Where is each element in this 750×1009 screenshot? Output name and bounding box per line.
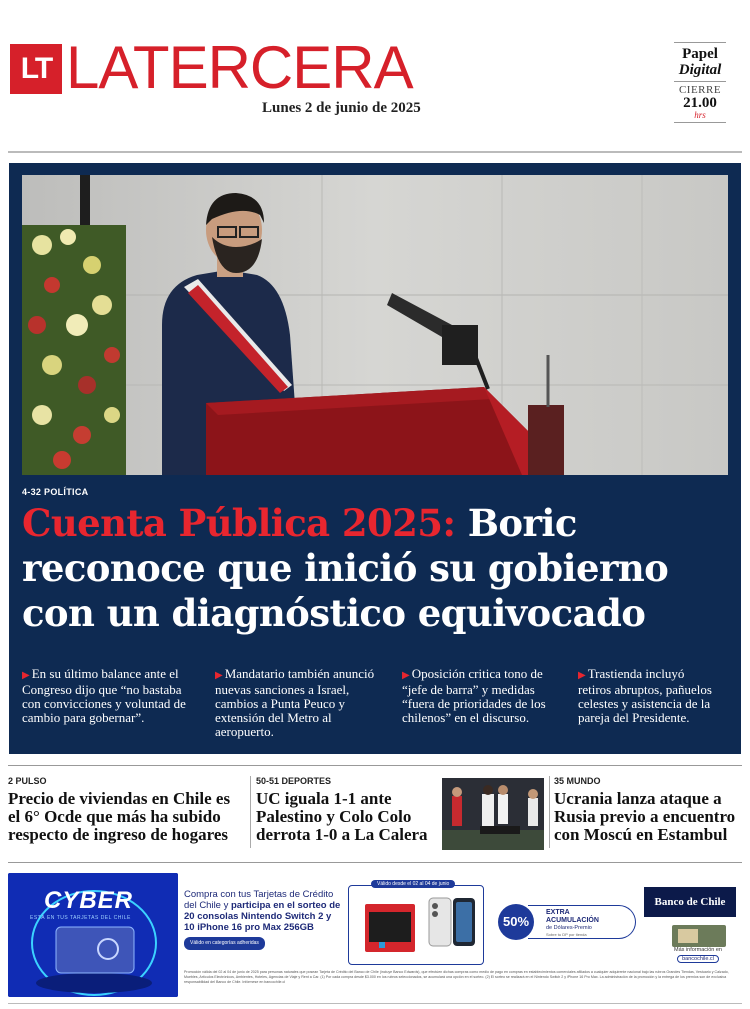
bullet-text: En su último balance ante el Congreso dijo que “no bastaba con convicciones y voluntad de cambio para gobernar”. (22, 666, 186, 725)
story-kicker: 35 MUNDO (554, 776, 601, 786)
lead-section-tag[interactable]: 4-32 POLÍTICA (22, 487, 89, 497)
story-headline: UC iguala 1-1 ante Palestino y Colo Colo derrota 1-0 a La Calera (256, 789, 428, 844)
story-headline: Precio de viviendas en Chile es el 6° Ocde que más ha subido respecto de ingreso de hogares (8, 789, 231, 844)
valid-dates-pill: Válido desde el 02 al 04 de junio (371, 880, 455, 888)
column-divider (250, 776, 251, 848)
lead-photo[interactable] (22, 175, 728, 475)
cyber-panel[interactable] (8, 873, 178, 997)
bullet-text: Trastienda incluyó retiros abruptos, pañuelos celestes y asistencia de la pareja del Presidente. (578, 666, 712, 725)
cierre-label: CIERRE (674, 81, 726, 96)
bullet-item[interactable] (578, 667, 718, 725)
acum-title: ACUMULACIÓN (546, 917, 599, 924)
bullet-item[interactable] (22, 667, 187, 725)
football-thumbnail[interactable] (442, 778, 544, 850)
banco-de-chile-logo[interactable]: Banco de Chile (644, 887, 736, 917)
triangle-bullet-icon: ▶ (402, 670, 410, 681)
secondary-divider (8, 765, 742, 766)
bank-card-icon (672, 925, 726, 947)
papel-digital-badge[interactable] (674, 42, 726, 123)
bullet-item[interactable] (215, 667, 375, 739)
ad-copy-prize: participa en el sorteo de 20 consolas Nintendo Switch 2 y 10 iPhone 16 pro Max 256GB (184, 900, 341, 933)
percent-badge: 50% (498, 904, 534, 940)
triangle-bullet-icon: ▶ (22, 670, 30, 681)
cyber-subtitle: ESTÁ EN TUS TARJETAS DEL CHILE (30, 915, 131, 921)
bullet-text: Oposición critica tono de “jefe de barra” y medidas “fuera de prioridades de los chilenos” en el discurso. (402, 666, 546, 725)
acum-subtitle: de Dólares-Premio (546, 925, 592, 931)
logo-wordmark[interactable]: LATERCERA (66, 34, 413, 101)
extra-accumulation (528, 905, 636, 939)
lead-bullets (22, 667, 734, 747)
ad-category-pill: Válido en categorías adheridas (184, 937, 265, 950)
flower-arrangement (22, 225, 126, 475)
ad-copy-intro: Compra con tus Tarjetas de Crédito del Chile y (184, 889, 334, 911)
story-kicker: 50-51 DEPORTES (256, 776, 332, 786)
story-deportes[interactable] (256, 776, 438, 844)
digital-label: Digital (678, 62, 722, 78)
masthead (0, 0, 750, 150)
cierre-time: 21.00 (683, 95, 717, 111)
story-kicker: 2 PULSO (8, 776, 47, 786)
triangle-bullet-icon: ▶ (215, 670, 223, 681)
story-mundo[interactable] (554, 776, 744, 844)
acum-extra: EXTRA (546, 909, 570, 916)
ad-copy (184, 889, 344, 950)
lead-headline[interactable] (22, 501, 734, 636)
headline-highlight: Cuenta Pública 2025: (22, 501, 456, 545)
ad-fine-print: Promoción válida del 02 al 04 de junio de 2025 para personas naturales que posean Tarjeta de Crédito del Banco de Chile (incluye Banco Edwards), que efectúen dichas compras como medio de pago en compras en establecimientos comerciales afiliados a cualquier adquirente nacional bajo las rubros Grandes Tiendas, Vestuario y Calzado, Muebles, Artículos Electrónicos, Ambientes, Hoteles, Agencias de Viaje y Rent a Car. (1) Por cada compra desde $3.000 en los rubros seleccionados, se acumulará una opción en el sorteo. (2) El sorteo se realizará en el Nintendo Switch 2 y iPhone 16 Pro Max. La administración de la promoción y la entrega de los premios son de exclusiva responsabilidad del Banco de Chile. Infórmese en bancochile.cl (184, 970, 729, 984)
console-and-phone-image (349, 886, 485, 966)
papel-label: Papel (674, 42, 726, 62)
ad-divider (8, 862, 742, 863)
bank-info (658, 947, 738, 963)
logo-mark[interactable]: LT (10, 44, 62, 94)
president-podium-image (22, 175, 728, 475)
bank-advertisement[interactable] (8, 873, 742, 1001)
prize-products[interactable] (348, 881, 484, 965)
acum-note: Sobre tu DP por tienda (546, 932, 587, 937)
story-headline: Ucrania lanza ataque a Rusia previo a encuentro con Moscú en Estambul (554, 789, 736, 844)
football-match-image (442, 778, 544, 850)
bullet-item[interactable] (402, 667, 558, 725)
bank-url-link[interactable]: bancochile.cl (677, 955, 719, 963)
column-divider (549, 776, 550, 848)
cierre-unit: hrs (674, 110, 726, 123)
issue-date: Lunes 2 de junio de 2025 (262, 100, 421, 116)
story-pulso[interactable] (8, 776, 246, 844)
bank-info-label: Más información en (674, 947, 722, 953)
triangle-bullet-icon: ▶ (578, 670, 586, 681)
cyber-title: CYBER (44, 887, 134, 914)
bullet-text: Mandatario también anunció nuevas sanciones a Israel, cambios a Punta Peuco y extensión del Metro al aeropuerto. (215, 666, 375, 739)
masthead-divider (8, 151, 742, 153)
headline-main: Boric reconoce que inició su gobierno con un diagnóstico equivocado (22, 501, 669, 635)
lead-story[interactable] (9, 163, 741, 754)
page-bottom-rule (8, 1003, 742, 1004)
